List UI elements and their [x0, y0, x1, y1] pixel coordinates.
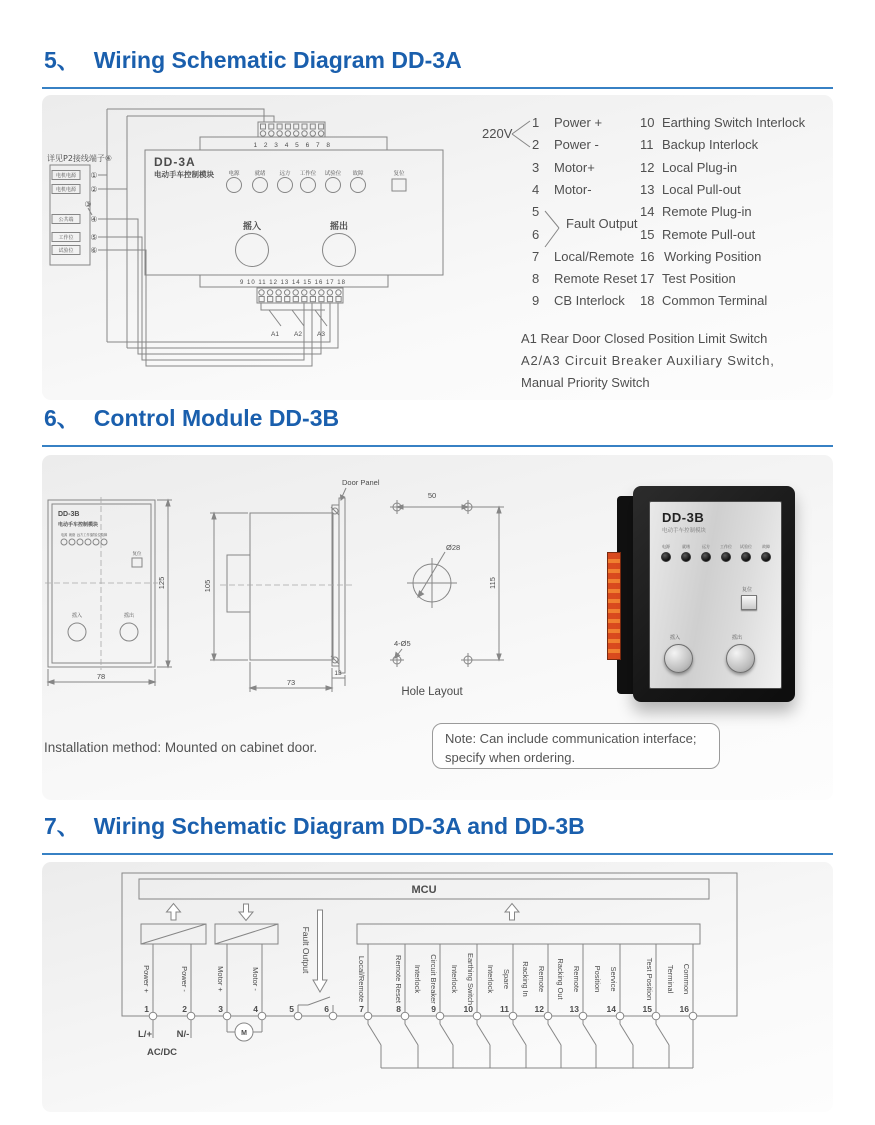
svg-text:Spare: Spare — [502, 968, 511, 990]
svg-text:10: 10 — [463, 1004, 473, 1014]
svg-text:1: 1 — [144, 1004, 149, 1014]
dd3a-rockin-label: 摇入 — [242, 222, 262, 232]
corner-hole-label: 4-Ø5 — [394, 639, 411, 648]
photo-led: 故障 — [758, 544, 774, 562]
svg-text:Interlock: Interlock — [413, 964, 422, 994]
legend-item-label: Motor+ — [554, 160, 595, 175]
aux-switches — [261, 303, 327, 326]
section5-rule — [42, 87, 833, 89]
legend-item-label: Local/Remote — [554, 249, 635, 264]
front-subtitle: 电动手车控制模块 — [58, 522, 99, 528]
side-dimensions — [210, 513, 345, 692]
photo-led: 就绪 — [678, 544, 694, 562]
dd3a-leds — [227, 178, 366, 193]
front-model: DD-3B — [58, 511, 80, 518]
ordering-note — [432, 723, 720, 769]
svg-text:③: ③ — [84, 200, 92, 209]
top-connector — [258, 122, 325, 137]
svg-text:5: 5 — [289, 1004, 294, 1014]
top-pin-numbers: 1 2 3 4 5 6 7 8 — [253, 142, 333, 149]
front-rockin-button — [68, 623, 86, 641]
photo-connector — [607, 552, 621, 660]
legend-item-label: CB Interlock — [554, 293, 625, 308]
legend-item-label: Common Terminal — [662, 293, 768, 308]
legend-item-num: 2 — [532, 137, 540, 152]
svg-text:就绪: 就绪 — [68, 533, 76, 537]
led-icon — [721, 552, 731, 562]
legend-item-num: 4 — [532, 182, 540, 197]
legend-item-label: Local Pull-out — [662, 182, 741, 197]
section6-rule — [42, 445, 833, 447]
front-dim-width: 78 — [96, 672, 106, 681]
acdc-label: AC/DC — [146, 1047, 178, 1058]
svg-text:②: ② — [90, 185, 98, 194]
svg-text:试验位: 试验位 — [324, 171, 342, 177]
led-icon — [701, 552, 711, 562]
neutral-terminal-label: N/- — [176, 1029, 190, 1040]
section7-panel — [42, 862, 833, 1112]
legend-item-num: 12 — [640, 160, 655, 175]
section6-panel — [42, 455, 833, 800]
svg-text:13: 13 — [569, 1004, 579, 1014]
line-terminal-label: L/+ — [138, 1029, 152, 1040]
led-icon — [661, 552, 671, 562]
svg-text:Terminal: Terminal — [666, 964, 675, 994]
svg-text:Power +: Power + — [142, 965, 151, 993]
svg-text:9: 9 — [431, 1004, 436, 1014]
power-blocks — [141, 924, 700, 944]
svg-text:Motor -: Motor - — [251, 967, 260, 991]
ordering-note-line2: specify when ordering. — [445, 750, 576, 765]
legend-item-label: Backup Interlock — [662, 137, 759, 152]
ordering-note-line1: Note: Can include communication interface; — [445, 731, 697, 746]
legend-item-num: 18 — [640, 293, 655, 308]
svg-text:⑥: ⑥ — [90, 246, 98, 255]
mcu-wiring-diagram — [42, 862, 833, 1112]
bottom-connector — [257, 288, 343, 303]
legend-item-label: Motor- — [554, 182, 592, 197]
dd3a-rockout-button — [323, 234, 356, 267]
legend-item-num: 5 — [532, 204, 540, 219]
front-rockin-label: 摇入 — [71, 613, 83, 619]
svg-text:Remote: Remote — [537, 965, 546, 993]
legend-item-label: Remote Plug-in — [662, 204, 752, 219]
photo-led: 试验位 — [738, 544, 754, 562]
photo-led: 远方 — [698, 544, 714, 562]
mcu-label: MCU — [411, 884, 437, 896]
section7-rule — [42, 853, 833, 855]
legend-item-num: 14 — [640, 204, 655, 219]
terminal-labels — [142, 953, 691, 1005]
dd3b-drawings — [42, 455, 602, 715]
fault-output-label: Fault Output — [301, 926, 311, 974]
svg-text:故障: 故障 — [352, 171, 364, 177]
section7-number: 7、 — [44, 813, 80, 839]
legend-item-num: 10 — [640, 115, 655, 130]
aux-switch-labels — [271, 331, 325, 338]
svg-text:Circuit Breaker: Circuit Breaker — [429, 954, 438, 1004]
svg-text:A3: A3 — [317, 331, 325, 338]
front-leds — [61, 539, 107, 545]
svg-text:电源: 电源 — [228, 171, 240, 177]
legend-item-label: Local Plug-in — [662, 160, 738, 175]
section6-title: Control Module DD-3B — [93, 405, 340, 431]
legend-item-num: 1 — [532, 115, 540, 130]
svg-text:Power -: Power - — [180, 966, 189, 992]
svg-text:①: ① — [90, 171, 98, 180]
legend-item-num: 15 — [640, 227, 655, 242]
svg-text:Interlock: Interlock — [450, 964, 459, 994]
door-panel-label: Door Panel — [342, 478, 380, 487]
svg-text:7: 7 — [359, 1004, 364, 1014]
photo-reset-button — [741, 595, 757, 610]
led-icon — [681, 552, 691, 562]
svg-text:就绪: 就绪 — [254, 171, 266, 177]
aux-note-a1: A1 Rear Door Closed Position Limit Switch — [521, 331, 768, 346]
svg-text:远方: 远方 — [76, 533, 84, 537]
bottom-pin-numbers: 9 10 11 12 13 14 15 16 17 18 — [240, 280, 346, 286]
svg-text:11: 11 — [500, 1004, 509, 1014]
section5-number: 5、 — [44, 47, 80, 73]
svg-text:工作位: 工作位 — [299, 171, 317, 177]
photo-rockin-button — [664, 644, 693, 673]
front-dim-height: 125 — [157, 576, 166, 590]
svg-text:电源: 电源 — [60, 533, 68, 537]
led-icon — [741, 552, 751, 562]
svg-text:公共端: 公共端 — [58, 217, 74, 223]
photo-led-row — [658, 544, 774, 562]
center-hole — [407, 552, 457, 608]
photo-subtitle: 电动手车控制模块 — [662, 528, 707, 534]
section6-number: 6、 — [44, 405, 80, 431]
side-view-outline — [227, 498, 345, 673]
photo-front-panel — [649, 501, 782, 689]
section5-panel — [42, 95, 833, 400]
hole-dim-height: 115 — [488, 577, 497, 589]
led-icon — [761, 552, 771, 562]
section7-title: Wiring Schematic Diagram DD-3A and DD-3B — [93, 813, 585, 839]
photo-rockin-label: 摇入 — [670, 635, 681, 641]
legend-item-num: 13 — [640, 182, 655, 197]
svg-text:Racking In: Racking In — [521, 961, 530, 997]
p2-ref-label: 详见P2接线端子④ — [47, 154, 113, 163]
legend-item-num: 6 — [532, 227, 540, 242]
legend-voltage: 220V — [482, 126, 513, 141]
legend-item-num: 16 — [640, 249, 655, 264]
dd3b-product-photo — [605, 480, 810, 720]
svg-text:Earthing Switch: Earthing Switch — [466, 952, 475, 1006]
front-rockout-button — [120, 623, 138, 641]
fault-bracket — [542, 208, 562, 250]
svg-text:A1: A1 — [271, 331, 279, 338]
svg-text:远方: 远方 — [279, 171, 291, 177]
front-rockout-label: 摇出 — [123, 613, 135, 619]
svg-text:Remote: Remote — [572, 965, 581, 993]
voltage-bracket — [510, 118, 532, 152]
section6-heading — [44, 404, 833, 432]
section7-heading — [44, 812, 833, 840]
dd3a-led-labels — [228, 169, 364, 177]
hole-layout-caption: Hole Layout — [401, 686, 463, 698]
legend-item-label: Working Position — [664, 249, 762, 264]
dd3a-rockin-button — [236, 234, 269, 267]
svg-text:Remote Reset: Remote Reset — [394, 955, 403, 1003]
svg-text:电机电源: 电机电源 — [55, 173, 77, 179]
legend-item-label: Test Position — [662, 271, 736, 286]
svg-text:Test Position: Test Position — [645, 957, 654, 1001]
section5-title: Wiring Schematic Diagram DD-3A — [93, 47, 462, 73]
svg-text:Common: Common — [682, 963, 691, 995]
legend-item-num: 3 — [532, 160, 540, 175]
photo-rockout-button — [726, 644, 755, 673]
legend-item-num: 17 — [640, 271, 655, 286]
side-dim-thickness: 13 — [334, 670, 342, 677]
svg-text:④: ④ — [90, 215, 98, 224]
front-reset-label: 复位 — [132, 552, 142, 557]
legend-item-num: 9 — [532, 293, 540, 308]
dd3a-model: DD-3A — [154, 155, 196, 169]
install-method-text: Installation method: Mounted on cabinet door. — [44, 740, 318, 755]
photo-body — [633, 486, 795, 702]
legend-item-num: 8 — [532, 271, 540, 286]
motor-symbol: M — [241, 1030, 247, 1037]
side-dim-height: 105 — [203, 579, 212, 593]
svg-text:8: 8 — [396, 1004, 401, 1014]
hole-dim-width: 50 — [427, 491, 437, 500]
svg-text:A2: A2 — [294, 331, 302, 338]
svg-text:3: 3 — [218, 1004, 223, 1014]
external-circuit — [153, 1020, 693, 1068]
side-dim-depth: 73 — [286, 678, 296, 687]
photo-model: DD-3B — [662, 510, 705, 525]
legend-item-num: 7 — [532, 249, 540, 264]
svg-text:Racking Out: Racking Out — [556, 958, 565, 1000]
svg-text:6: 6 — [324, 1004, 329, 1014]
svg-text:工作位: 工作位 — [58, 235, 74, 241]
svg-text:Position: Position — [593, 965, 602, 993]
svg-text:2: 2 — [182, 1004, 187, 1014]
svg-text:14: 14 — [606, 1004, 616, 1014]
dd3a-schematic — [42, 95, 502, 400]
svg-text:Interlock: Interlock — [486, 964, 495, 994]
svg-text:Motor +: Motor + — [216, 966, 225, 992]
svg-text:4: 4 — [253, 1004, 258, 1014]
dd3a-reset-button — [392, 179, 406, 191]
svg-text:Service: Service — [609, 966, 618, 992]
legend-item-label: Earthing Switch Interlock — [662, 115, 806, 130]
photo-reset-label: 复位 — [742, 587, 753, 593]
section5-heading — [44, 46, 833, 74]
photo-led: 电源 — [658, 544, 674, 562]
photo-led: 工作位 — [718, 544, 734, 562]
aux-note-a2a3: A2/A3 Circuit Breaker Auxiliary Switch, — [521, 353, 775, 368]
svg-text:电机电源: 电机电源 — [55, 187, 77, 193]
front-led-labels — [61, 532, 108, 537]
svg-text:试验位: 试验位 — [58, 248, 74, 254]
svg-text:16: 16 — [679, 1004, 689, 1014]
legend-item-num: 11 — [640, 137, 654, 152]
svg-text:12: 12 — [534, 1004, 544, 1014]
legend-item-label: Power + — [554, 115, 603, 130]
front-reset-button — [132, 558, 142, 567]
svg-text:故障: 故障 — [100, 533, 108, 537]
svg-text:试验位: 试验位 — [91, 533, 101, 537]
svg-text:⑤: ⑤ — [90, 233, 98, 242]
legend-fault-label: Fault Output — [566, 216, 638, 231]
dd3a-subtitle: 电动手车控制模块 — [154, 170, 214, 179]
svg-text:Local/Remote: Local/Remote — [357, 955, 366, 1003]
center-hole-label: Ø28 — [446, 543, 461, 552]
photo-rockout-label: 摇出 — [732, 635, 743, 641]
svg-text:15: 15 — [642, 1004, 652, 1014]
dd3a-rockout-label: 摇出 — [329, 222, 349, 232]
svg-text:工作位: 工作位 — [83, 533, 93, 537]
legend-item-label: Power - — [554, 137, 599, 152]
dd3a-reset-label: 复位 — [393, 171, 405, 177]
aux-note-manual: Manual Priority Switch — [521, 375, 650, 390]
legend-item-label: Remote Pull-out — [662, 227, 756, 242]
legend-item-label: Remote Reset — [554, 271, 638, 286]
